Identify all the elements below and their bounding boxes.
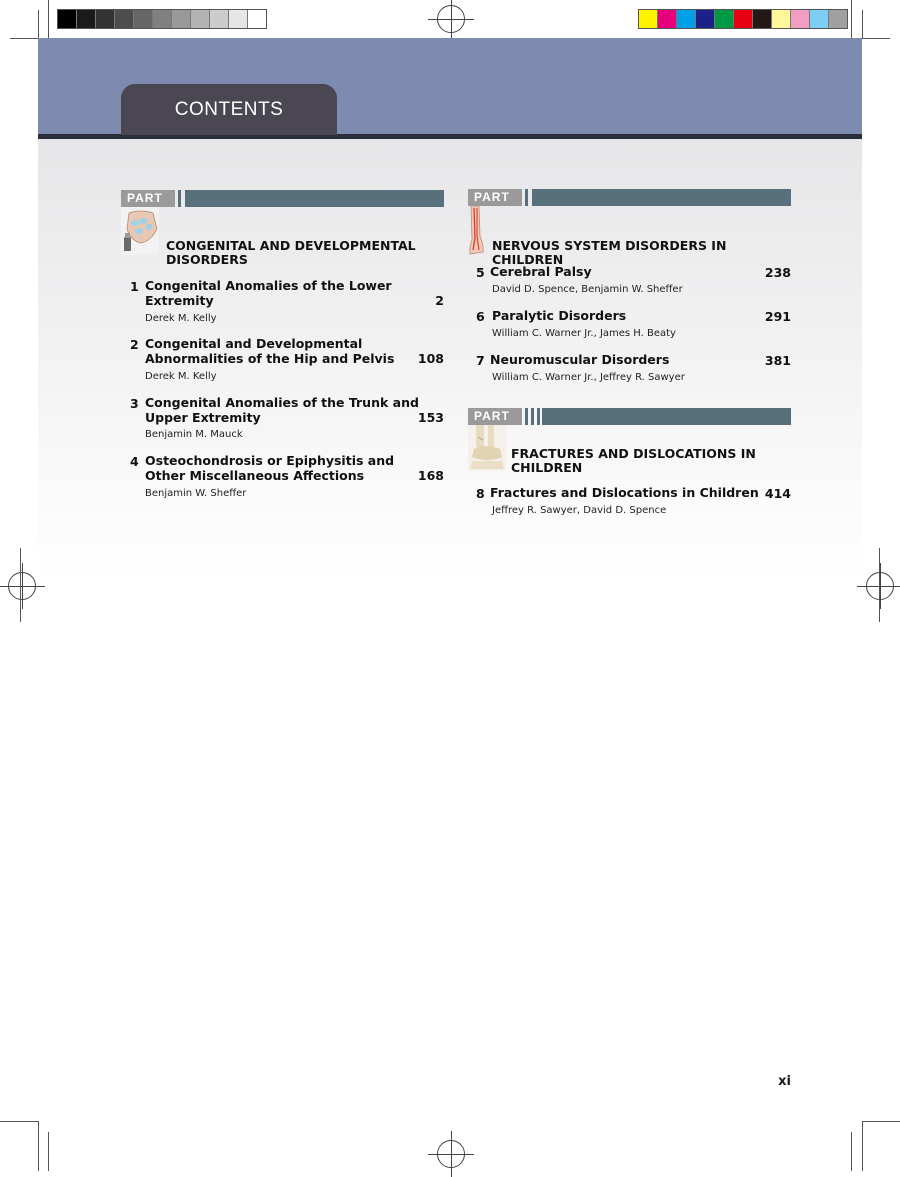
part-title: FRACTURES AND DISLOCATIONS IN CHILDREN [511,446,756,475]
chapter-page: 414 [764,486,791,501]
color-swatch [734,10,753,28]
chapter-authors: Benjamin M. Mauck [145,429,243,440]
chapter-number: 2 [130,337,139,352]
crop-mark [862,1121,900,1122]
chapter-authors: William C. Warner Jr., Jeffrey R. Sawyer [492,372,685,383]
part-bar [468,408,791,425]
hand-wrist-bones-icon [121,207,159,255]
color-calibration-bar [638,9,848,29]
crop-mark [10,38,38,39]
chapter-number: 5 [476,265,485,280]
registration-mark [8,572,36,600]
registration-mark [437,5,465,33]
part-title: CONGENITAL AND DEVELOPMENTAL DISORDERS [166,238,416,267]
color-swatch [229,10,248,28]
color-swatch [658,10,677,28]
ankle-fracture-xray-icon [468,425,506,471]
color-swatch [810,10,829,28]
chapter-page: 2 [435,293,444,308]
chapter-page: 168 [417,468,444,483]
crop-mark [862,10,863,38]
chapter-authors: William C. Warner Jr., James H. Beaty [492,328,676,339]
part-label: PART [468,408,522,425]
part-fill [532,189,791,206]
chapter-title[interactable]: Cerebral Palsy [490,264,592,279]
chapter-number: 8 [476,486,485,501]
chapter-authors: Derek M. Kelly [145,313,217,324]
crop-mark [879,548,880,622]
color-swatch [191,10,210,28]
registration-mark [437,1140,465,1168]
chapter-page: 153 [417,410,444,425]
crop-mark [862,38,890,39]
leg-nerves-icon [464,206,488,256]
chapter-page: 108 [417,351,444,366]
color-swatch [210,10,229,28]
chapter-title[interactable]: Congenital Anomalies of the Lower Extremity [145,278,392,308]
chapter-title[interactable]: Fractures and Dislocations in Children [490,485,759,500]
chapter-number: 3 [130,396,139,411]
color-swatch [753,10,772,28]
part-label: PART [121,190,175,207]
chapter-number: 4 [130,454,139,469]
part-fill [542,408,791,425]
page-number: xi [778,1074,791,1089]
chapter-title[interactable]: Congenital and Developmental Abnormalities of the Hip and Pelvis [145,336,395,366]
color-swatch [829,10,847,28]
chapter-number: 1 [130,279,139,294]
color-swatch [715,10,734,28]
color-swatch [115,10,134,28]
crop-mark [862,1121,863,1171]
part-fill [185,190,444,207]
chapter-number: 7 [476,353,485,368]
gray-calibration-bar [57,9,267,29]
color-swatch [134,10,153,28]
color-swatch [696,10,715,28]
part-label: PART [468,189,522,206]
chapter-authors: Benjamin W. Sheffer [145,488,247,499]
chapter-title[interactable]: Paralytic Disorders [492,308,627,323]
chapter-page: 238 [764,265,791,280]
crop-mark [38,1121,39,1171]
color-swatch [96,10,115,28]
color-swatch [791,10,810,28]
chapter-title[interactable]: Osteochondrosis or Epiphysitis and Other Miscellaneous Affections [145,453,395,483]
part-bar [121,190,444,207]
crop-mark [48,1132,49,1171]
page-title: CONTENTS [174,99,284,120]
color-swatch [77,10,96,28]
chapter-title[interactable]: Congenital Anomalies of the Trunk and Upper Extremity [145,395,419,425]
crop-mark [38,10,39,38]
chapter-authors: David D. Spence, Benjamin W. Sheffer [492,284,683,295]
crop-mark [851,1132,852,1171]
chapter-authors: Jeffrey R. Sawyer, David D. Spence [492,505,667,516]
color-swatch [153,10,172,28]
chapter-page: 381 [764,353,791,368]
chapter-number: 6 [476,309,485,324]
color-swatch [248,10,266,28]
color-swatch [677,10,696,28]
chapter-authors: Derek M. Kelly [145,371,217,382]
crop-mark [0,1121,38,1122]
chapter-title[interactable]: Neuromuscular Disorders [490,352,670,367]
color-swatch [772,10,791,28]
part-bar [468,189,791,206]
color-swatch [58,10,77,28]
registration-mark [866,572,894,600]
color-swatch [172,10,191,28]
crop-mark [20,548,21,622]
contents-tab [121,84,337,135]
part-title: NERVOUS SYSTEM DISORDERS IN CHILDREN [492,238,727,267]
chapter-page: 291 [764,309,791,324]
color-swatch [639,10,658,28]
